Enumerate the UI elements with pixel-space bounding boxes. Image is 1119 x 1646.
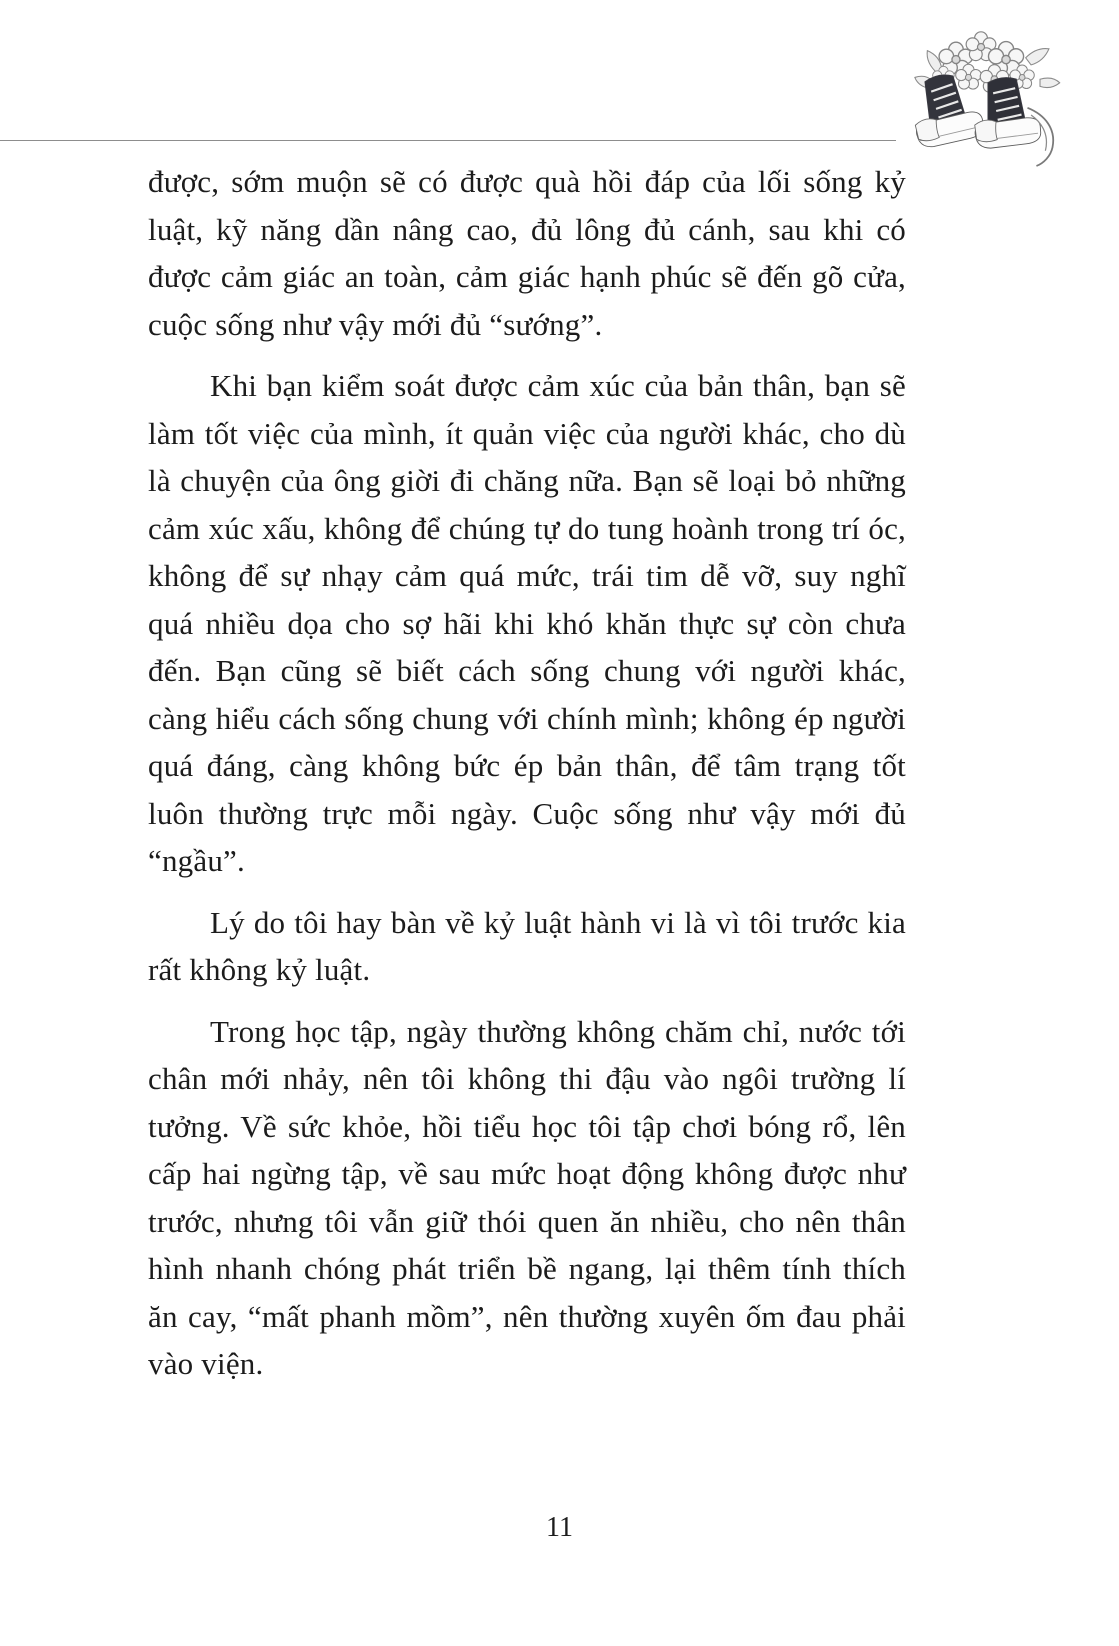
header-divider [0,140,896,141]
paragraph-3: Lý do tôi hay bàn về kỷ luật hành vi là vì tôi trước kia rất không kỷ luật. [148,904,906,987]
page-number: 11 [546,1512,573,1543]
paragraph-1: được, sớm muộn sẽ có được quà hồi đáp của lối sống kỷ luật, kỹ năng dần nâng cao, đủ lông đủ cánh, sau khi có được cảm giác an toàn, cảm giác hạnh phúc sẽ đến gõ cửa, cuộc sống như vậy mới đủ “sướng”. [148,164,906,342]
body-text [148,158,906,1402]
sneakers-flowers-illustration [891,22,1071,174]
paragraph-4: Trong học tập, ngày thường không chăm chỉ, nước tới chân mới nhảy, nên tôi không thi đậu vào ngôi trường lí tưởng. Về sức khỏe, hồi tiểu học tôi tập chơi bóng rổ, lên cấp hai ngừng tập, về sau mức hoạt động không được như trước, nhưng tôi vẫn giữ thói quen ăn nhiều, cho nên thân hình nhanh chóng phát triển bề ngang, lại thêm tính thích ăn cay, “mất phanh mồm”, nên thường xuyên ốm đau phải vào viện. [148,1013,906,1381]
sneakers-flowers-icon [891,22,1071,174]
paragraph-2: Khi bạn kiểm soát được cảm xúc của bản thân, bạn sẽ làm tốt việc của mình, ít quản việc của người khác, cho dù là chuyện của ông giời đi chăng nữa. Bạn sẽ loại bỏ những cảm xúc xấu, không để chúng tự do tung hoành trong trí óc, không để sự nhạy cảm quá mức, trái tim dễ vỡ, suy nghĩ quá nhiều dọa cho sợ hãi khi khó khăn thực sự còn chưa đến. Bạn cũng sẽ biết cách sống chung với người khác, càng hiểu cách sống chung với chính mình; không ép người quá đáng, càng không bức ép bản thân, để tâm trạng tốt luôn thường trực mỗi ngày. Cuộc sống như vậy mới đủ “ngầu”. [148,368,906,878]
page-footer [0,1512,1119,1544]
